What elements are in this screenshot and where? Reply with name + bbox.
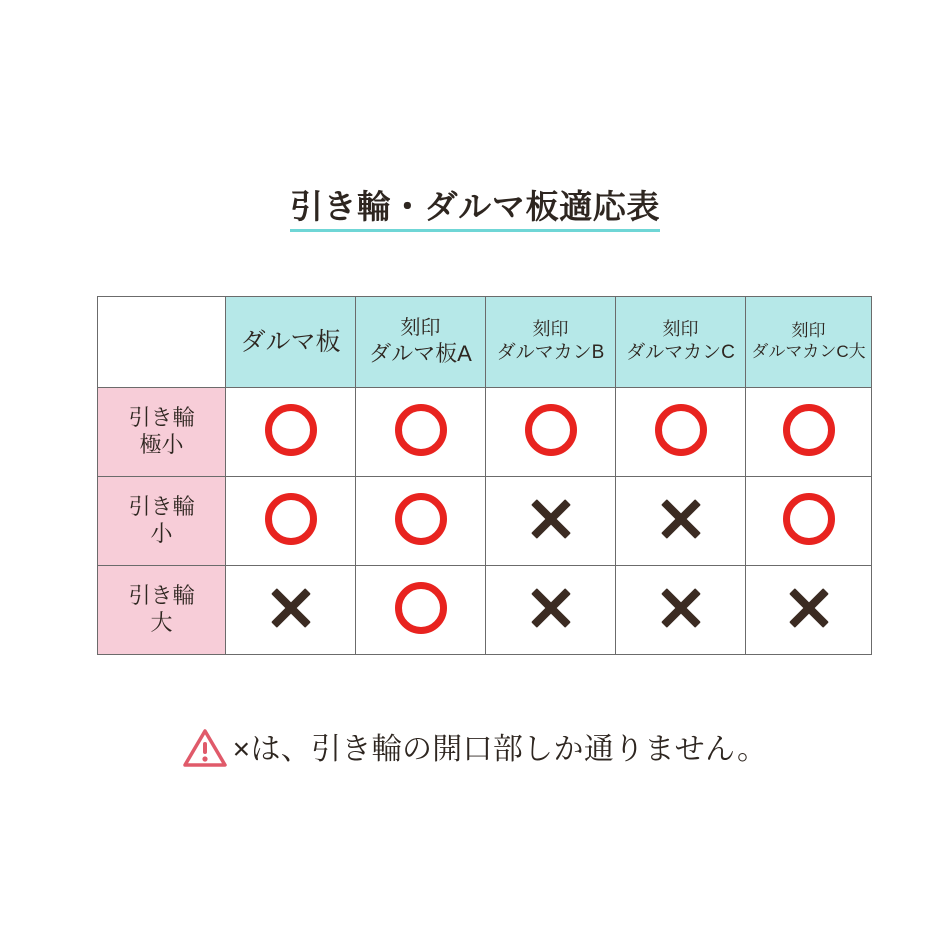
footnote-text: ×は、引き輪の開口部しか通りません。 [232,733,768,766]
cell-r1-c2 [486,477,616,566]
column-header-kokuin-darumakan-c-dai-line1: 刻印 [791,321,826,341]
cross-mark-icon [267,584,315,632]
cell-r0-c1 [356,388,486,477]
cross-mark-icon [527,495,575,543]
circle-mark-icon [395,493,447,545]
column-header-kokuin-darumakan-b [486,297,616,388]
column-header-kokuin-darumakan-c-dai [746,297,872,388]
column-header-kokuin-daruma-ita-a-line1: 刻印 [400,317,441,340]
circle-mark-icon [395,582,447,634]
column-header-kokuin-daruma-ita-a [356,297,486,388]
cell-r2-c4 [746,566,872,655]
column-header-kokuin-darumakan-c [616,297,746,388]
cell-r1-c1 [356,477,486,566]
cell-r2-c2 [486,566,616,655]
circle-mark-icon [783,404,835,456]
row-header-hikiwa-gokusho-line1: 引き輪 [128,405,195,431]
table-row [98,388,872,477]
cross-mark-icon [657,584,705,632]
compatibility-table [97,296,872,655]
cell-r1-c4 [746,477,872,566]
circle-mark-icon [783,493,835,545]
table-header-row [98,297,872,388]
cell-r0-c0 [226,388,356,477]
column-header-kokuin-daruma-ita-a-line2: ダルマ板A [369,340,472,366]
column-header-daruma-ita-label: ダルマ板 [240,327,341,356]
column-header-kokuin-darumakan-c-dai-line2: ダルマカンC大 [751,342,866,361]
table-body [98,388,872,655]
column-header-kokuin-darumakan-c-line2: ダルマカンC [626,342,735,364]
column-header-kokuin-darumakan-b-line2: ダルマカンB [496,342,605,364]
row-header-hikiwa-sho [98,477,226,566]
table-header [98,297,872,388]
cross-mark-icon [785,584,833,632]
warning-triangle-icon [183,728,227,768]
column-header-daruma-ita [226,297,356,388]
cell-r2-c0 [226,566,356,655]
cross-mark-icon [527,584,575,632]
table-row [98,477,872,566]
cell-r0-c4 [746,388,872,477]
circle-mark-icon [525,404,577,456]
circle-mark-icon [265,493,317,545]
row-header-hikiwa-sho-line2: 小 [150,521,173,546]
circle-mark-icon [265,404,317,456]
row-header-hikiwa-dai [98,566,226,655]
row-header-hikiwa-gokusho [98,388,226,477]
row-header-hikiwa-gokusho-line2: 極小 [139,432,184,457]
column-header-kokuin-darumakan-b-line1: 刻印 [532,319,569,340]
column-header-kokuin-darumakan-c-line1: 刻印 [662,319,699,340]
circle-mark-icon [395,404,447,456]
cell-r2-c3 [616,566,746,655]
circle-mark-icon [655,404,707,456]
table-corner-cell [98,297,226,388]
row-header-hikiwa-dai-line1: 引き輪 [128,583,195,609]
compatibility-table-wrap [97,296,871,655]
page-title-wrap [0,188,950,232]
table-row [98,566,872,655]
cell-r0-c3 [616,388,746,477]
row-header-hikiwa-dai-line2: 大 [150,610,173,635]
cross-mark-icon [657,495,705,543]
cell-r1-c3 [616,477,746,566]
cell-r2-c1 [356,566,486,655]
row-header-hikiwa-sho-line1: 引き輪 [128,494,195,520]
cell-r1-c0 [226,477,356,566]
cell-r0-c2 [486,388,616,477]
page-title: 引き輪・ダルマ板適応表 [290,188,660,232]
footnote [0,724,950,768]
